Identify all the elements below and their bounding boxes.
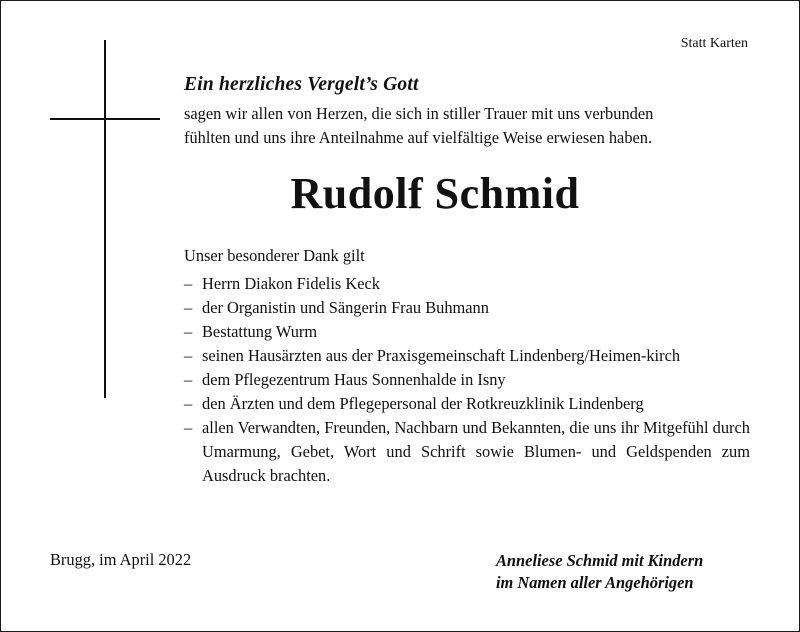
list-item-text: der Organistin und Sängerin Frau Buhmann — [202, 298, 489, 317]
signature-line-1: Anneliese Schmid mit Kindern — [496, 551, 704, 570]
list-item-text: den Ärzten und dem Pflegepersonal der Rotkreuzklinik Lindenberg — [202, 394, 644, 413]
signature-line-2: im Namen aller Angehörigen — [496, 573, 694, 592]
statt-karten-label: Statt Karten — [680, 36, 748, 51]
list-item-text: Herrn Diakon Fidelis Keck — [202, 274, 380, 293]
list-item — [184, 320, 750, 344]
thanks-heading: Ein herzliches Vergelt’s Gott — [184, 74, 419, 95]
list-item — [184, 296, 750, 320]
list-dash: – — [184, 298, 193, 317]
list-item-text: Bestattung Wurm — [202, 322, 318, 341]
list-item — [184, 344, 750, 368]
list-item — [184, 272, 750, 296]
cross-icon-crossbar — [50, 118, 160, 120]
signature — [496, 550, 703, 594]
thanks-list — [184, 272, 750, 488]
list-dash: – — [184, 322, 193, 341]
thanks-intro: Unser besonderer Dank gilt — [184, 246, 365, 265]
list-item-text: dem Pflegezentrum Haus Sonnenhalde in Isny — [202, 370, 506, 389]
list-dash: – — [184, 370, 193, 389]
list-dash: – — [184, 418, 193, 437]
list-item — [184, 416, 750, 488]
deceased-name: Rudolf Schmid — [290, 169, 580, 218]
list-item — [184, 368, 750, 392]
list-item-text: seinen Hausärzten aus der Praxisgemeinschaft Lindenberg/Heimen-kirch — [202, 346, 681, 365]
list-dash: – — [184, 394, 193, 413]
place-date: Brugg, im April 2022 — [50, 550, 192, 569]
cross-icon — [104, 40, 106, 398]
list-item — [184, 392, 750, 416]
list-dash: – — [184, 274, 193, 293]
intro-line-1: sagen wir allen von Herzen, die sich in stiller Trauer mit uns verbunden — [184, 104, 654, 123]
list-dash: – — [184, 346, 193, 365]
intro-line-2: fühlten und uns ihre Anteilnahme auf vielfältige Weise erwiesen haben. — [184, 128, 653, 147]
list-item-text: allen Verwandten, Freunden, Nachbarn und Bekannten, die uns ihr Mitgefühl durch Umarmung, Gebet, Wort und Schrift sowie Blumen- und Geldspenden zum Ausdruck brachten. — [202, 418, 750, 485]
